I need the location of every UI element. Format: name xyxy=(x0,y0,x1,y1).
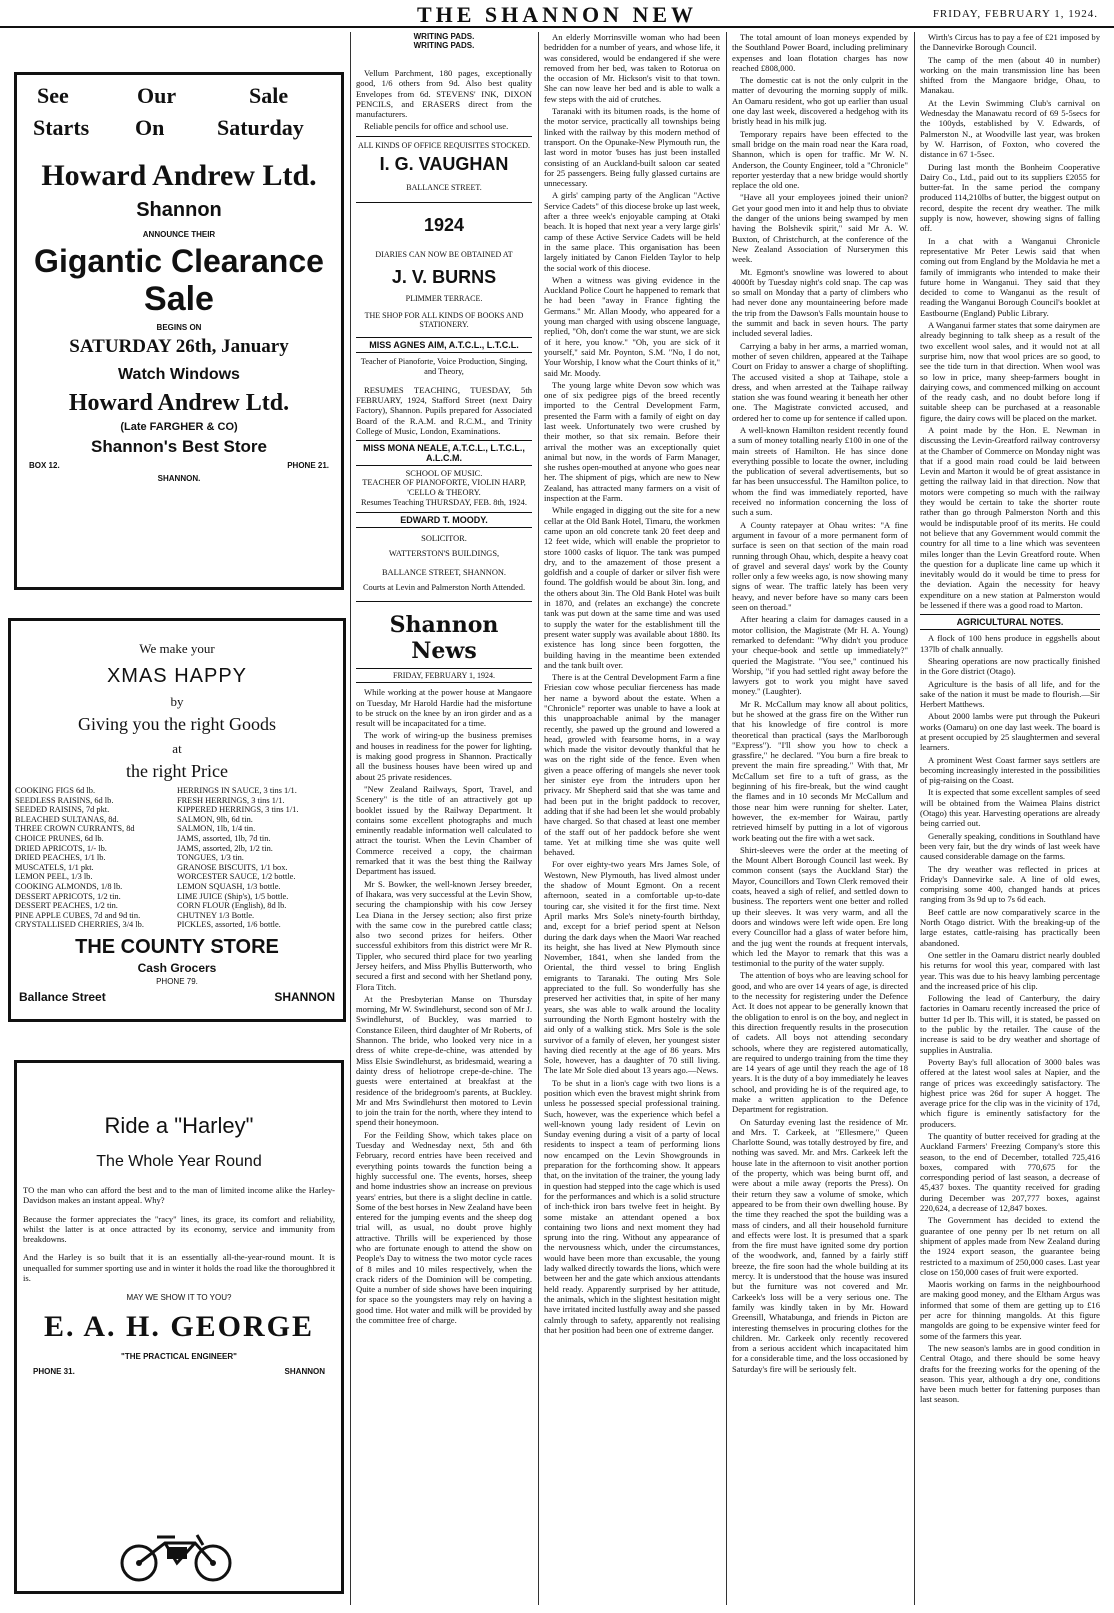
xmas-heading: XMAS HAPPY xyxy=(106,665,248,687)
news-paragraph: The new season's lambs are in good condition in Central Otago, and there should be some heavy drafts for the freezing works for the opening of the season. This year, although a dry one, conditions have been much better for fattening purposes than last season. xyxy=(920,1342,1100,1405)
box-number: BOX 12. xyxy=(29,461,60,470)
pencils-text: Reliable pencils for office and school use. xyxy=(364,121,509,132)
column-rule xyxy=(726,32,727,1605)
harley-title: Ride a "Harley" xyxy=(104,1113,254,1138)
news-paragraph: For the Feilding Show, which takes place on Tuesday and Wednesday next, 5th and 6th February, record entries have been received and everything points towards the function being a highly successful one. The events, horses, sheep and home industries show an increase on previous years' entries, but there is a slight decline in cattle. Some of the best horses in New Zealand have been entered for the jumping events and the sheep dog trial will, as usual, no doubt prove highly attractive. Thrills will be experienced by those who are fortunate enough to attend the show on People's Day to witness the two motor cycle races of 8 miles and 10 miles respectively, when the crack riders of the Dominion will be competing. Quite a number of side shows have been inquiring for space so the youngsters may rely on having a good time. Hot water and milk will be provided by the committee free of charge. xyxy=(356,1129,532,1326)
harley-company: E. A. H. GEORGE xyxy=(43,1310,315,1344)
news-paragraph: Carrying a baby in her arms, a married woman, mother of seven children, appeared at the Taihape Court on Friday to answer a charge of shoplifting. The accused visited a shop at Taihape, stole a dress, and when arrested at the Taihape railway station she was found wearing it beneath her other one. The Magistrate convicted accused, and ordered her to come up for sentence if called upon. xyxy=(732,340,908,423)
grocery-item: HERRINGS IN SAUCE, 3 tins 1/1. xyxy=(177,786,297,795)
grocery-item: CORN FLOUR (English), 8d lb. xyxy=(177,901,287,911)
harley-para: And the Harley is so built that it is an essentially all-the-year-round mount. It is unequalled for summer sporting use and in winter it holds the road like the thoroughbred it is. xyxy=(23,1252,335,1284)
grocery-item: DESSERT APRICOTS, 1/2 tin. xyxy=(15,891,121,901)
town-name: Shannon xyxy=(136,199,222,221)
company-name-2: Howard Andrew Ltd. xyxy=(68,390,290,416)
harley-engineer: "THE PRACTICAL ENGINEER" xyxy=(121,1352,237,1362)
grocery-item: MUSCATELS, 1/1 pkt. xyxy=(15,862,94,872)
slogan-word: Our xyxy=(137,83,177,108)
grocery-item: CRYSTALLISED CHERRIES, 3/4 lb. xyxy=(15,920,144,930)
news-paragraph: There is at the Central Development Farm a fine Friesian cow whose peculiar fierceness has made her name a byword about the estate. When a "Chronicle" reporter was unable to have a look at this unapproachable animal by the manager recently, she pawed up the ground and lowered a head, growled with fearsome horns, in a way which made the visitor devoutly thankful that he was on the right side of the fence. Even when given a peace offering of mangels she never took her sinister eye from the intruders upon her privacy. Mr Shepherd said that she was tame and had been put in the bright paddock to recover, adding that if she had been let she would probably have charged. So that chased at least one member of the staff out of her paddock before she went tame. Yet at milking time she was quite well behaved. xyxy=(544,672,720,858)
news-paragraph: Mr S. Bowker, the well-known Jersey breeder, of Ihakara, was very successful at the Levin Show, securing the championship with his cow Jersey Lea Diana in the Jersey section; also first prize with the same cow in the purebred cattle class; also two second prizes for heifers. Other successful exhibitors from this district were Mr R. Tippler, who secured third place for two yearling Jersey heifers, and Miss Phyllis Butterworth, who secured a first and second with her Shetland pony, Flora Titch. xyxy=(356,878,532,992)
news-paragraph: Following the lead of Canterbury, the dairy factories in Oamaru recently increased the price of butter 1d per lb. This will, it is stated, be passed on to the public by the retailer. The cause of the increase is said to be dry weather and shortage of supplies in Australia. xyxy=(920,993,1100,1055)
column-5-news xyxy=(920,32,1100,610)
aim-text: RESUMES TEACHING, TUESDAY, 5th FEBRUARY, 1924, Stafford Street (next Dairy Factory), Shannon. Pupils prepared for Associated Board of the R.A.M. and R.C.M., and Trinity College of Music, London, Examinations. xyxy=(356,384,532,436)
slogan-word: On xyxy=(135,115,165,140)
column-rule xyxy=(914,32,915,1605)
column-3 xyxy=(544,32,720,1602)
sale-date: SATURDAY 26th, January xyxy=(69,336,289,357)
grocery-item: PICKLES, assorted, 1/6 bottle. xyxy=(177,920,281,930)
store-town: SHANNON xyxy=(274,989,335,1004)
harley-ad xyxy=(14,1060,344,1594)
news-paragraph: A point made by the Hon. E. Newman in discussing the Levin-Greatford railway controversy at the Chamber of Commerce on Monday night was that if a good main road could be laid between Levin and Marton it would be of great assistance in getting the railway laid in that direction. Now that motors were competing so much with the railway they would be certain to take the shorter route rather than go through Palmerston North and this would be indisputable proof of its merits. He could not believe that any Government would commit the country for all time to a line which was seventeen miles longer than the Levin Greatford route. When the question for a duplicate line came up which it inevitably would do it would be time to press for the deviation. Again the necessity for heavy expenditure on a new station at Palmerston would be lessened if there was a good road to Marton. xyxy=(920,424,1100,611)
news-paragraph: Poverty Bay's full allocation of 3000 bales was offered at the latest wool sales at Napier, and the range of prices was exceedingly satisfactory. The highest price was 26d for super A hogget. The average price for the clip was in the vicinity of 17d, which figure is eminently satisfactory for the producers. xyxy=(920,1056,1100,1129)
news-paragraph: Taranaki with its bitumen roads, is the home of the motor service, practically all townships being linked with the railway by this modern method of transport. On the Opunake-New Plymouth run, the last word in motor 'buses has just been installed consisting of an Auckland-built saloon car seated for 25 passengers. Being fully glassed curtains are unnecessary. xyxy=(544,106,720,189)
burns-shop: THE SHOP FOR ALL KINDS OF BOOKS AND STATIONERY. xyxy=(364,310,524,329)
phone-number: PHONE 21. xyxy=(287,461,329,470)
shannon-news-items xyxy=(356,687,532,1325)
news-paragraph: Generally speaking, conditions in Southland have been very fair, but the dry winds of last week have caused considerable damage on the farms. xyxy=(920,830,1100,862)
aim-subtitle: Teacher of Pianoforte, Voice Production, Singing, and Theory, xyxy=(360,356,528,376)
column-rule xyxy=(350,32,351,1605)
news-title: Shannon News xyxy=(389,612,499,665)
news-date: FRIDAY, FEBRUARY 1, 1924. xyxy=(356,668,532,683)
diaries-label: DIARIES CAN NOW BE OBTAINED AT xyxy=(375,249,513,259)
requisites-label: ALL KINDS OF OFFICE REQUISITES STOCKED. xyxy=(357,140,530,150)
moody-role: SOLICITOR. xyxy=(421,534,467,544)
grocery-item: JAMS, assorted, 2lb, 1/2 tin. xyxy=(177,843,273,853)
news-paragraph: A Wanganui farmer states that some dairymen are already beginning to talk sheep as a result of the two excellent wool sales, and it would not at all surprise him, now that wool prices are so good, to see the tide turn in that direction. When wool was so low in price, many sheep-farmers bought in dairying cows, and commenced milking on account of the ready cash, and no doubt before long if suitable sheep can be purchased at a reasonable figure, the dairy cows will be placed on the market. xyxy=(920,320,1100,423)
news-paragraph: A flock of 100 hens produce in eggshells about 137lb of chalk annually. xyxy=(920,633,1100,654)
grocery-item: COOKING FIGS 6d lb. xyxy=(15,786,96,795)
issue-date: FRIDAY, FEBRUARY 1, 1924. xyxy=(932,8,1098,20)
news-paragraph: It is expected that some excellent samples of seed will be obtained from the Waimea Plains district (Otago) this year. Harvesting operations are already being carried out. xyxy=(920,787,1100,829)
store-phone: PHONE 79. xyxy=(156,976,198,986)
watch-windows: Watch Windows xyxy=(118,366,240,383)
howard-andrew-ad xyxy=(14,72,344,590)
grocery-item: TONGUES, 1/3 tin. xyxy=(177,853,244,863)
news-paragraph: Mt. Egmont's snowline was lowered to about 4000ft by Tuesday night's cold snap. The cap was so small on Monday that a party of climbers who had never done any mountaineering before made the trip from the Dawson's Falls mountain house to the summit and back in seven hours. The party included several ladies. xyxy=(732,266,908,339)
news-paragraph: The quantity of butter received for grading at the Auckland Farmers' Freezing Company's store this season, to the end of December, totalled 725,416 boxes, compared with 770,675 for the corresponding period of last season, a decrease of 45,437 boxes. The quantity received for grading during December was 207,777 boxes, against 220,624, a decrease of 12,847 boxes. xyxy=(920,1130,1100,1214)
moody-heading: EDWARD T. MOODY. xyxy=(356,512,532,528)
harley-sub: The Whole Year Round xyxy=(96,1153,262,1170)
motorcycle-icon xyxy=(117,1521,237,1583)
news-paragraph: While engaged in digging out the site for a new cellar at the Old Bank Hotel, Timaru, the workmen came upon an old concrete tank 20 feet deep and 12 feet wide, which will enable the proprietor to store 1000 casks of liquor. The tank was pumped dry, and to the amazement of those present a goldfish and a couple of darker or silver fish were found. The goldfish would be about 3in. long, and the others about 3in. The Old Bank Hotel was built in 1870, and (relates an exchange) the concrete tank was put down at the same time and was used to supply the water for the establishment till the present water supply was available about 1880. Its existence has long since been forgotten, the building having in the meantime been extended and the tank built over. xyxy=(544,505,720,670)
news-paragraph: On Saturday evening last the residence of Mr. and Mrs. T. Carkeek, at "Ellesmere," Queen Charlotte Sound, was totally destroyed by fire, and nothing was saved. Mr. and Mrs. Carkeek left the house late in the afternoon to visit another portion of the property, which was being burnt off, and were about a mile away (reports the Press). On their return they saw a volume of smoke, which appeared to be from their own dwelling house. By the time they reached the spot the building was a mass of cinders, and all their household furniture and effects were lost. It is presumed that a spark from the fire must have ignited some dry portion of the woodwork, and, fanned by a fairly stiff breeze, the fire soon had the whole building at its mercy. It is understood that the house was insured but the furniture was not covered and Mr. Carkeek's loss will be a very serious one. The family was kindly taken in by Mr. Howard Greensill, Whatabunga, and friends in Picton are interesting themselves in procuring clothes for the children. Mr. Carkeek only recently recovered from a serious accident which incapacitated him for a considerable time, and the loss occasioned by Saturday's fire will be seriously felt. xyxy=(732,1116,908,1374)
grocery-item: LEMON PEEL, 1/3 lb. xyxy=(15,872,93,882)
begins-label: BEGINS ON xyxy=(156,323,202,332)
neale-resume: Resumes Teaching THURSDAY, FEB. 8th, 1924. xyxy=(361,498,527,508)
grocery-item: DESSERT PEACHES, 1/2 tin. xyxy=(15,901,118,911)
news-paragraph: The work of wiring-up the business premises and houses in readiness for the power for lighting, is making good progress in Shannon. Practically all the business houses have been wired up and about 25 private residences. xyxy=(356,730,532,782)
grocery-item: COOKING ALMONDS, 1/8 lb. xyxy=(15,881,123,891)
late-name: (Late FARGHER & CO) xyxy=(120,421,238,433)
news-paragraph: A County ratepayer at Ohau writes: "A fine argument in favour of a more permanent form of surface is seen on that section of the main road running through Ohau, which, despite a heavy coat of gravel and several days' work by the County roller only a few weeks ago, is now showing many signs of wear. The traffic lately has been very heavy, and never before have so many cars been seen on theroad." xyxy=(732,519,908,613)
news-paragraph: To be shut in a lion's cage with two lions is a position which even the bravest might shrink from unless he possessed special professional training. Such, however, was the experience which befel a well-known young lady resident of Levin on Sunday evening during a visit of a party of local residents to inspect a team of performing lions now encamped on the Levin Showgrounds in preparation for the forthcoming show. It appears that, on the invitation of the trainer, the young lady in question had stepped into the cage which is used for the performances and which is a solid structure of inch-thick iron bars twelve feet in height. By some mistake an attendant opened a box containing two lions and next moment they had sprung into the ring. Without any appearance of the nervousness which, under the circumstances, would have been more than excusable, the young lady walked directly towards the lions, which were between her and the gate which anxious attendants held ready. Apparently surprised by her attitude, the animals, which in the slightest hesitation might have irritated incited lustfully away and she passed calmly through to safety, apparently not realising that her position had been one of extreme danger. xyxy=(544,1077,720,1335)
news-paragraph: The Government has decided to extend the guarantee of one penny per lb net return on all shipment of apples made from New Zealand during the 1924 export season, the guarantee being restricted to a maximum of 250,000 cases. Last year close on 150,000 cases of fruit were exported. xyxy=(920,1215,1100,1277)
news-paragraph: "Have all your employees joined their union? Get your good men into it and help thus to obviate the danger of the unions being swamped by men having the Bolshevik spirit," said Mr A. W. Buxton, of Christchurch, at the conference of the New Zealand Association of Nurserymen this week. xyxy=(732,192,908,265)
news-paragraph: "New Zealand Railways, Sport, Travel, and Scenery" is the title of an attractively got up booklet issued by the Railway Department. It contains some excellent photographs and much eminently readable information well calculated to attract the tourist. When the Levin Chamber of Commerce received a copy, the chairman remarked that it was the best thing the Railway Department has issued. xyxy=(356,783,532,877)
grocery-item: SALMON, 1lb, 1/4 tin. xyxy=(177,824,256,834)
news-paragraph: Maoris working on farms in the neighbourhood are making good money, and the Eltham Argus was informed that some of them are getting up to £16 per acre for thinning mangolds. At this figure mangolds are going to be expensive winter feed for some of the farmers this year. xyxy=(920,1279,1100,1341)
moody-street: BALLANCE STREET, SHANNON. xyxy=(381,568,507,578)
column-2 xyxy=(356,32,532,1602)
slogan-word: See xyxy=(37,83,69,108)
news-paragraph: At the Presbyterian Manse on Thursday morning, Mr W. Swindlehurst, second son of Mr J. Swindlehurst, of Buckley, was married to Constance Eileen, third daughter of Mr Roberts, of Shannon. The bride, who looked very nice in a dress of white crepe-de-chine, was attended by Miss Elsie Swindlehurst, as bridesmaid, wearing a dainty dress of heliotrope crepe-de-chine. The guests were entertained at breakfast at the residence of the bridegroom's parents, at Buckley. Mr and Mrs Swindlehurst then motored to Levin to join the train for the north, where they intend to spend their honeymoon. xyxy=(356,993,532,1128)
grocery-item: FRESH HERRINGS, 3 tins 1/1. xyxy=(177,795,285,805)
news-paragraph: Shirt-sleeves were the order at the meeting of the Mount Albert Borough Council last week. By common consent (says the Auckland Star) the Mayor, Councillors and Town Clerk removed their coats, heaved a sigh of relief, and settled down to business. The reporters went one better and rolled up their sleeves. It was very warm, and all the doors and windows were left wide open. Ere long every Councillor had a glass of water before him, and the jug went the rounds at frequent intervals, which led the Mayor to remark that this was a testimonial to the purity of the water supply. xyxy=(732,844,908,969)
by-label: by xyxy=(170,694,184,709)
column-5 xyxy=(920,32,1100,1602)
at-label: at xyxy=(172,741,182,756)
cash-grocers: Cash Grocers xyxy=(137,960,217,975)
news-paragraph: A well-known Hamilton resident recently found a sum of money totalling nearly £100 in one of the main streets of Hamilton. He has since done everything possible to locate the owner, including the publication of several advertisements, but so far has been unsuccessful. The Hamilton police, to whom the find was immediately reported, have received no information concerning the loss of such a sum. xyxy=(732,424,908,518)
grocery-list-right xyxy=(177,786,339,930)
slogan-word: Starts xyxy=(33,115,90,140)
grocery-item: LIME JUICE (Ship's), 1/5 bottle. xyxy=(177,891,289,901)
agri-heading: AGRICULTURAL NOTES. xyxy=(920,614,1100,630)
agri-notes xyxy=(920,633,1100,1404)
vaughan-street: BALLANCE STREET. xyxy=(406,182,482,192)
grocery-list xyxy=(11,782,343,930)
news-paragraph: Shearing operations are now practically finished in the Gore district (Otago). xyxy=(920,655,1100,677)
newspaper-title: THE SHANNON NEW xyxy=(416,2,698,27)
harley-para: Because the former appreciates the "racy" lines, its grace, its comfort and reliability, whilst the latter is at once attracted by its economy, service and immunity from breakdowns. xyxy=(23,1213,335,1245)
grocery-list-left xyxy=(15,786,177,930)
price-line: the right Price xyxy=(126,761,228,781)
news-paragraph: Wirth's Circus has to pay a fee of £21 imposed by the Dannevirke Borough Council. xyxy=(920,32,1100,53)
year-heading: 1924 xyxy=(423,214,465,235)
news-paragraph: A girls' camping party of the Anglican "Active Service Cadets" of this diocese broke up last week, after a three week's enjoyable camping at Otaki beach. It is hoped that next year a very large girls' camp of these Active Service Cadets will be held in the same place. This organisation has been largely initiated by Canon Fielden Taylor to help the social work of this diocese. xyxy=(544,190,720,273)
news-paragraph: About 2000 lambs were put through the Pukeuri works (Oamaru) on one day last week. The board is at present occupied by 25 slaughtermen and several learners. xyxy=(920,711,1100,753)
burns-name: J. V. BURNS xyxy=(391,266,497,287)
grocery-item: DRIED PEACHES, 1/1 lb. xyxy=(15,853,106,863)
harley-para: TO the man who can afford the best and to the man of limited income alike the Harley-Davidson makes an instant appeal. Why? xyxy=(23,1185,335,1206)
news-paragraph: The dry weather was reflected in prices at Friday's Dannevirke sale. A line of old ewes, comprising some 400, changed hands at prices ranging from 3s 9d up to 7s 6d each. xyxy=(920,863,1100,905)
grocery-item: KIPPERED HERRINGS, 3 tins 1/1. xyxy=(177,805,299,815)
company-name: Howard Andrew Ltd. xyxy=(41,159,317,192)
xmas-intro: We make your xyxy=(139,641,215,656)
news-paragraph: Mr R. McCallum may know all about politics, but he showed at the grass fire on the Wither run that his knowledge of fire control is more theoretical than practical (says the Marlborough "Express"). "I'll show you how to check a grassfire," he declared. "You burn a fire break to prevent the main fire spreading." With that, Mr McCallum set fire to a tuft of grass, as the beginning of his fire-break, but the wind caught the flames and in 10 seconds Mr McCallum and those near him were running for shelter. Later, however, the ex-member for Wairau, partly retrieved himself by putting in a lot of vigorous work beating out the fire with a wet sack. xyxy=(732,698,908,843)
news-paragraph: A prominent West Coast farmer says settlers are becoming increasingly interested in the possibilities of pig-raising on the Coast. xyxy=(920,754,1100,786)
pads-title: WRITING PADS. WRITING PADS. xyxy=(413,32,475,50)
grocery-item: CHUTNEY 1/3 Bottle. xyxy=(177,910,255,920)
grocery-item: THREE CROWN CURRANTS, 8d xyxy=(15,824,135,834)
harley-town: SHANNON xyxy=(284,1367,325,1377)
news-paragraph: For over eighty-two years Mrs James Sole, of Westown, New Plymouth, has lived almost under the shadow of Mount Egmont. On a recent afternoon, seated in a comfortable up-to-date touring car, she visited it for the first time. Next April marks Mrs Sole's ninety-fourth birthday, and, except for a brief period spent at Nelson during the dark days when the Maori War reached its height, she has lived at New Plymouth since November, 1841, when she landed from the Oriental, the third vessel to bring English emigrants to Taranaki. The outing Mrs Sole appreciated to the full. So wonderfully has she preserved her activities that, in spite of her many years, she was able to walk around the locality surrounding the North Egmont hostelry with the aid only of a walking stick. Mrs Sole is the sole survivor of a family of eleven, her youngest sister having died recently at the age of 86 years. Mrs Sole, however, has a daughter of 70 still living. The late Mr Sole died about 13 years ago.—News. xyxy=(544,859,720,1076)
news-paragraph: When a witness was giving evidence in the Auckland Police Court he happened to remark that he had been "away in France fighting the Germans." Mr. Allan Moody, who appeared for a young man charged with using obscene language, replied, "Oh, don't come the war stunt, we are sick of it here, you know." "Oh, you are sick of it yourself," said Mr. Poynton, S.M. "No, I do not, Your Worship, I know what the Court thinks of it," said Mr. Moody. xyxy=(544,274,720,378)
news-paragraph: Agriculture is the basis of all life, and for the sake of the nation it must be made to flourish.—Sir Herbert Matthews. xyxy=(920,678,1100,710)
grocery-item: LEMON SQUASH, 1/3 bottle. xyxy=(177,881,281,891)
news-paragraph: The domestic cat is not the only culprit in the matter of devouring the morning supply of milk. An Oamaru resident, who got up earlier than usual one day last week, discovered a hedgehog with its bristly head in his milk jug. xyxy=(732,75,908,127)
sale-heading: Sale xyxy=(144,280,214,318)
news-paragraph: While working at the power house at Mangaore on Tuesday, Mr Harold Hardie had the misfortune to be struck on the knee by an iron girder and as a result will be incapacitated for a time. xyxy=(356,687,532,729)
slogan-word: Saturday xyxy=(217,115,304,140)
street-name: Ballance Street xyxy=(19,989,106,1004)
grocery-item: WORCESTER SAUCE, 1/2 bottle. xyxy=(177,872,296,882)
moody-courts: Courts at Levin and Palmerston North Attended. xyxy=(362,583,526,593)
grocery-item: SEEDLESS RAISINS, 6d lb. xyxy=(15,795,114,805)
town-caps: SHANNON. xyxy=(157,474,201,483)
masthead xyxy=(0,0,1114,28)
grocery-item: GRANOSE BISCUITS, 1/1 box. xyxy=(177,862,288,872)
grocery-item: JAMS, assorted, 1lb, 7d tin. xyxy=(177,833,271,843)
news-paragraph: The total amount of loan moneys expended by the Southland Power Board, including preliminary expenses and loan flotation charges has now reached £808,000. xyxy=(732,32,908,73)
news-paragraph: In a chat with a Wanganui Chronicle representative Mr Peter Lewis said that when coming out from England by the Moldavia he met a family of immigrants who intended to make their future home in Wanganui. They said that they decided to come to Wanganui as the result of reading the Wanganui Borough Council's booklet at Eastbourne (England) Public Library. xyxy=(920,235,1100,318)
neale-text: TEACHER OF PIANOFORTE, VIOLIN HARP, 'CELLO & THEORY. xyxy=(362,478,526,498)
neale-school: SCHOOL OF MUSIC. xyxy=(405,469,483,479)
giving-line: Giving you the right Goods xyxy=(78,714,276,734)
harley-contact xyxy=(17,1361,341,1376)
news-paragraph: The attention of boys who are leaving school for good, and who are over 14 years of age, is directed to the necessity for registering under the Defence Act. It does not appear to be generally known that the obligation to enrol is on the boy, and neglect in this direction frequently results in the prosecution of cadets. All boys not attending secondary schools, where they are registered automatically, are required to undergo training from the time they are 14 years of age until they reach the age of 18 years. It is the duty of a boy immediately he leaves school, and providing he is of the required age, to make a written application to the Defence Department for registration. xyxy=(732,970,908,1115)
announce-label: ANNOUNCE THEIR xyxy=(142,230,216,239)
pads-text: Vellum Parchment, 180 pages, exceptionally good, 1/6 others from 9d. Also best quality Envelopes from 6d. STEVENS' INK, DIXON PENCILS, and ERASERS direct from the manufacturers. xyxy=(356,68,532,120)
column-rule xyxy=(538,32,539,1605)
grocery-item: SEEDED RAISINS, 7d pkt. xyxy=(15,805,110,815)
vaughan-name: I. G. VAUGHAN xyxy=(379,153,509,174)
gigantic-heading: Gigantic Clearance xyxy=(34,243,324,279)
grocery-item: BLEACHED SULTANAS, 8d. xyxy=(15,814,119,824)
news-paragraph: At the Levin Swimming Club's carnival on Wednesday the Manawatu record of 69 5-5secs for the 100yds, established by V. Edwards, of Palmerston N., at Woodville last year, was broken by W. Harrison, of Foxton, who covered the distance in 67 1-5sec. xyxy=(920,97,1100,160)
news-paragraph: Temporary repairs have been effected to the small bridge on the main road near the Kara road, Shannon, which is open for traffic. Mr W. N. Anderson, the County Engineer, told a "Chronicle" reporter yesterday that a new bridge would shortly replace the old one. xyxy=(732,128,908,191)
county-store-ad xyxy=(8,618,346,1022)
news-paragraph: Beef cattle are now comparatively scarce in the North Otago district. With the breaking-up of the large estates, cattle-raising has practically been abandoned. xyxy=(920,906,1100,948)
news-paragraph: The camp of the men (about 40 in number) working on the main transmission line has been shifted from the Mangaore bridge, Ohau, to Manakau. xyxy=(920,54,1100,96)
news-paragraph: The young large white Devon sow which was one of six pedigree pigs of the breed recently imported to the Central Development Farm, presented the Farm with a family of eight on day last week. Unfortunately two were crushed by their mother, so that six remain. Before their arrival the mother was an exceptionally quiet animal but now, in the words of Farm Manager, she rushes open-mouthed at anyone who goes near her. The shipment of pigs, which are new to New Zealand, has attracted many farmers on a visit of inspection at the Farm. xyxy=(544,379,720,504)
best-store: Shannon's Best Store xyxy=(91,437,267,456)
burns-street: PLIMMER TERRACE. xyxy=(405,293,483,303)
moody-building: WATTERSTON'S BUILDINGS, xyxy=(388,549,500,559)
news-paragraph: During last month the Bonheim Cooperative Dairy Co., Ltd., paid out to its suppliers £2055 for butter-fat. In the same period the company produced 114,210lbs of butter, the biggest output on record, despite the recent dry weather. The milk supply is now, however, showing signs of falling off. xyxy=(920,161,1100,234)
contact-row xyxy=(17,457,341,470)
column-4 xyxy=(732,32,908,1602)
news-paragraph: An elderly Morrinsville woman who had been bedridden for a number of years, and whose life, it was considered, would be endangered if she were removed from her bed, was taken to Rotorua on the occasion of Mr. Hickson's visit to that town. She can now leave her bed and is able to walk a few steps with the aid of crutches. xyxy=(544,32,720,104)
slogan-word: Sale xyxy=(249,83,289,108)
grocery-item: CHOICE PRUNES, 6d lb. xyxy=(15,833,104,843)
aim-heading: MISS AGNES AIM, A.T.C.L., L.T.C.L. xyxy=(356,337,532,353)
harley-phone: PHONE 31. xyxy=(33,1367,75,1377)
store-name: THE COUNTY STORE xyxy=(75,935,279,958)
store-address xyxy=(11,986,343,1004)
harley-cta: MAY WE SHOW IT TO YOU? xyxy=(126,1293,232,1303)
news-paragraph: After hearing a claim for damages caused in a motor collision, the Magistrate (Mr H. A. Young) remarked to defendant: "Why didn't you produce your cheque-book and settle up immediately?" queried the Magistrate. "You see," continued his Worship, "if you had settled right away before the lawyers got to work you might have saved money." (Laughter). xyxy=(732,614,908,697)
sale-slogan xyxy=(17,75,341,155)
neale-heading: MISS MONA NEALE, A.T.C.L., L.T.C.L., A.L.C.M. xyxy=(356,440,532,466)
grocery-item: PINE APPLE CUBES, 7d and 9d tin. xyxy=(15,910,141,920)
grocery-item: DRIED APRICOTS, 1/- lb. xyxy=(15,843,107,853)
grocery-item: SALMON, 9lb, 6d tin. xyxy=(177,814,253,824)
news-paragraph: One settler in the Oamaru district nearly doubled his returns for wool this year, compared with last year. This was due to his heavy lambing percentage and the increased price of his clip. xyxy=(920,949,1100,991)
